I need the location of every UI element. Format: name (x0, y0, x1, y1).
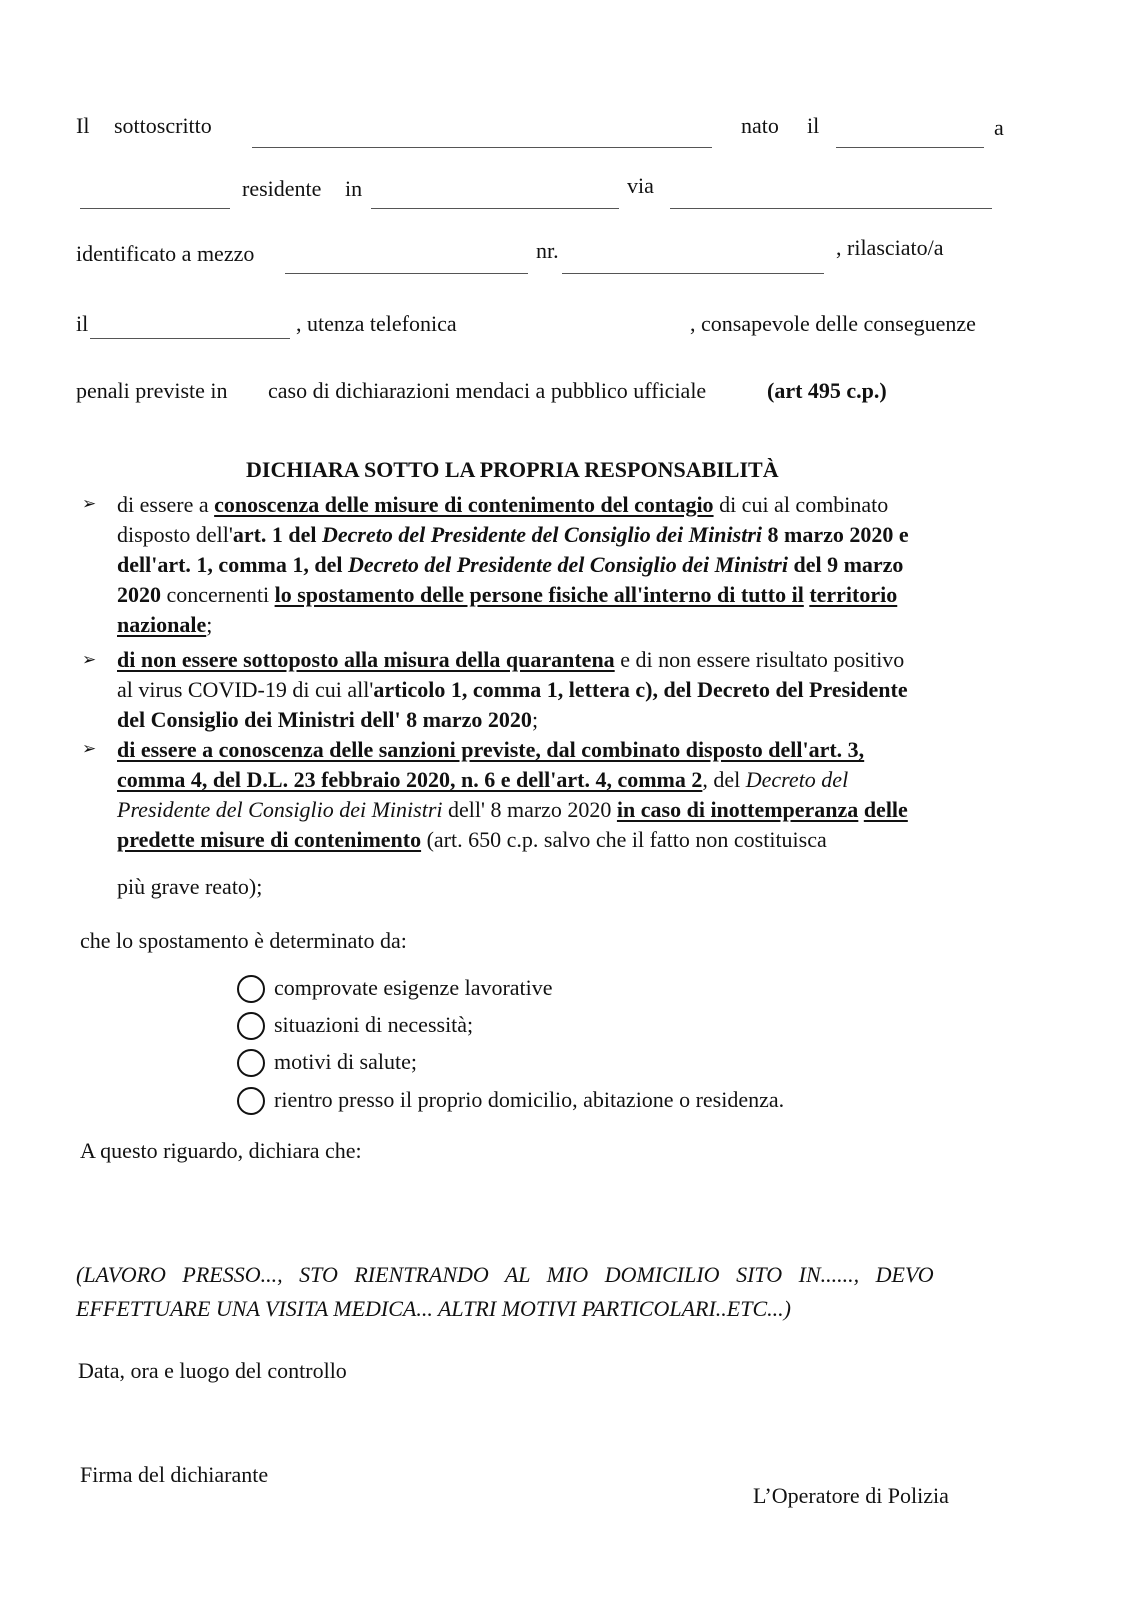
label-utenza: , utenza telefonica (296, 311, 457, 336)
bullet-arrow-icon: ➢ (82, 739, 97, 759)
bullet-arrow-icon: ➢ (82, 650, 97, 670)
birth-place-field[interactable] (80, 208, 230, 209)
label-nr: nr. (536, 238, 559, 263)
label-a: a (994, 115, 1004, 140)
label-il-rilascio: il (76, 311, 89, 336)
label-penali: penali previste in (76, 378, 228, 403)
example-line-1: (LAVORO PRESSO..., STO RIENTRANDO AL MIO DOMICILIO SITO IN......, DEVO (76, 1262, 934, 1287)
operatore-label: L’Operatore di Polizia (753, 1483, 949, 1508)
residence-field[interactable] (371, 208, 619, 209)
bullet-2: di non essere sottoposto alla misura della quarantena e di non essere risultato positivo al virus COVID-19 di cui all'articolo 1, comma 1, lettera c), del Decreto del Presidente del Consiglio dei Ministri dell' 8 marzo 2020; (117, 647, 908, 732)
firma-label: Firma del dichiarante (80, 1462, 269, 1487)
motive-intro: che lo spostamento è determinato da: (80, 928, 407, 953)
label-consapevole: , consapevole delle conseguenze (690, 311, 976, 336)
riguardo-label: A questo riguardo, dichiara che: (80, 1138, 362, 1163)
label-nato: nato (741, 113, 779, 138)
label-il-nascita: il (807, 113, 820, 138)
option-label: situazioni di necessità; (274, 1012, 474, 1037)
label-rilasciato: , rilasciato/a (836, 235, 944, 260)
radio-necessita[interactable] (237, 1012, 265, 1040)
bullet-1: di essere a conoscenza delle misure di contenimento del contagio di cui al combinato disposto dell'art. 1 del Decreto del Presidente del Consiglio dei Ministri 8 marzo 2020 e dell'art. 1, comma 1, del Decreto del Presidente del Consiglio dei Ministri del 9 marzo 2020 concernenti lo spostamento delle persone fisiche all'interno di tutto il territorio nazionale; (117, 492, 909, 637)
name-field[interactable] (252, 147, 712, 148)
label-via: via (627, 173, 654, 198)
issue-date-field[interactable] (90, 338, 290, 339)
label-sottoscritto: sottoscritto (114, 113, 212, 138)
bullet-arrow-icon: ➢ (82, 494, 97, 514)
label-identificato: identificato a mezzo (76, 241, 255, 266)
option-label: comprovate esigenze lavorative (274, 975, 553, 1000)
birth-date-field[interactable] (836, 147, 984, 148)
label-mendaci: caso di dichiarazioni mendaci a pubblico ufficiale (268, 378, 707, 403)
document-number-field[interactable] (562, 273, 824, 274)
option-label: motivi di salute; (274, 1049, 417, 1074)
radio-salute[interactable] (237, 1049, 265, 1077)
street-field[interactable] (670, 208, 992, 209)
document-field[interactable] (285, 273, 528, 274)
radio-rientro[interactable] (237, 1087, 265, 1115)
declaration-title: DICHIARA SOTTO LA PROPRIA RESPONSABILITÀ (246, 457, 779, 482)
bullet-3-end: più grave reato); (117, 874, 263, 899)
label-art495: (art 495 c.p.) (767, 378, 887, 403)
label-in: in (345, 176, 363, 201)
label-residente: residente (242, 176, 322, 201)
bullet-3: di essere a conoscenza delle sanzioni previste, dal combinato disposto dell'art. 3, comma 4, del D.L. 23 febbraio 2020, n. 6 e dell'art. 4, comma 2, del Decreto del Presidente del Consiglio dei Ministri dell' 8 marzo 2020 in caso di inottemperanza delle predette misure di contenimento (art. 650 c.p. salvo che il fatto non costituisca (117, 737, 908, 852)
data-ora-luogo-label: Data, ora e luogo del controllo (78, 1358, 347, 1383)
example-line-2: EFFETTUARE UNA VISITA MEDICA... ALTRI MOTIVI PARTICOLARI..ETC...) (76, 1296, 791, 1321)
radio-esigenze-lavorative[interactable] (237, 975, 265, 1003)
option-label: rientro presso il proprio domicilio, abitazione o residenza. (274, 1087, 785, 1112)
label-il: Il (76, 113, 90, 138)
